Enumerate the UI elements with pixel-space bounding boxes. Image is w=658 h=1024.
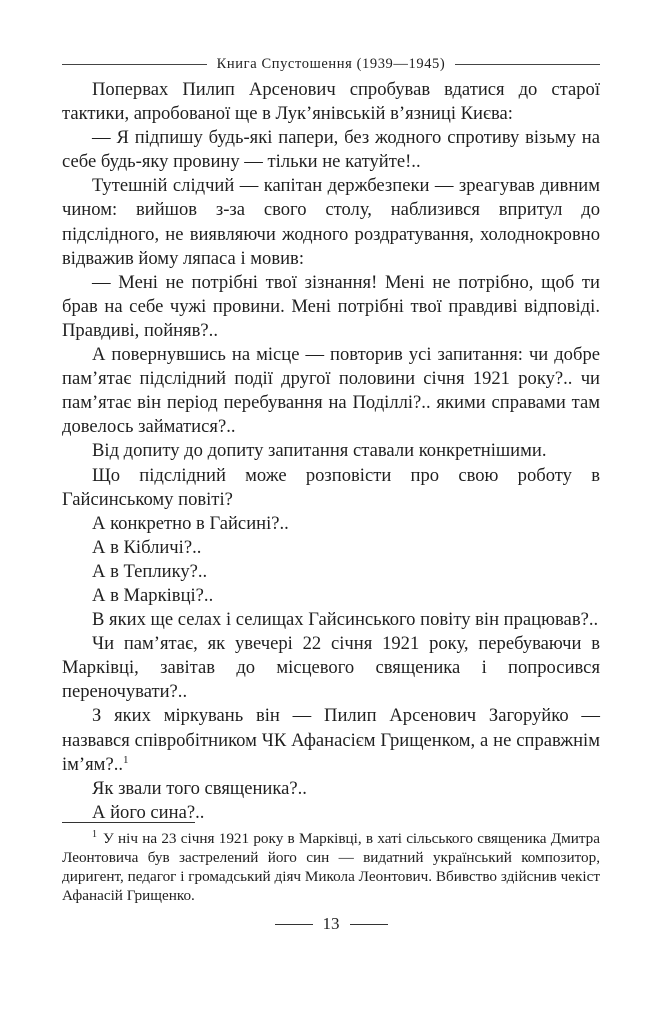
page-footer — [62, 914, 600, 934]
footnote-reference[interactable]: 1 — [123, 753, 129, 766]
paragraph: — Мені не потрібні твої зізнання! Мені не потрібно, щоб ти брав на себе чужі провини. Мені потрібні твої правдиві відповіді. Правдиві, пойняв?.. — [62, 271, 600, 341]
page-number-dash-left — [275, 924, 313, 925]
paragraph-with-footnote — [62, 704, 600, 776]
footnote-text: У ніч на 23 січня 1921 року в Марківці, в хаті сільського священика Дмитра Леонтовича був застрелений його син — видатний український композитор, диригент, педагог і громадський діяч Микола Леонтович. Вбивство здійснив чекіст Афанасій Грищенко. — [62, 830, 600, 904]
running-header — [62, 56, 600, 73]
footnote-paragraph — [62, 829, 600, 905]
header-title: Книга Спустошення (1939—1945) — [216, 56, 446, 72]
paragraph: — Я підпишу будь-які папери, без жодного спротиву візьму на себе будь-яку провину — тільки не катуйте!.. — [62, 127, 600, 173]
footnote — [62, 829, 600, 905]
footnote-number: 1 — [92, 828, 97, 840]
paragraph: А його сина?.. — [92, 801, 205, 823]
footnote-divider — [62, 822, 195, 823]
paragraph: Що підслідний може розповісти про свою роботу в Гайсинському повіті? — [62, 464, 600, 510]
main-text — [62, 78, 600, 825]
paragraph: Чи пам’ятає, як увечері 22 січня 1921 року, перебуваючи в Марківці, завітав до місцевого священика і попросився переночувати?.. — [62, 633, 600, 703]
paragraph-text: З яких міркувань він — Пилип Арсенович Загоруйко — назвався співробітником ЧК Афанасієм Грищенком, а не справжнім ім’ям?.. — [62, 705, 600, 775]
page-number: 13 — [322, 914, 340, 933]
header-rule-left — [62, 64, 207, 65]
header-rule-right — [455, 64, 600, 65]
paragraph: А конкретно в Гайсині?.. — [92, 512, 289, 534]
paragraph: В яких ще селах і селищах Гайсинського повіту він працював?.. — [92, 609, 599, 631]
paragraph: А в Теплику?.. — [92, 560, 208, 582]
paragraph: Поперваx Пилип Арсенович спробував вдатися до старої тактики, апробованої ще в Лук’янівській в’язниці Києва: — [62, 79, 600, 125]
paragraph: Від допиту до допиту запитання ставали конкретнішими. — [92, 440, 547, 462]
paragraph: А повернувшись на місце — повторив усі запитання: чи добре пам’ятає підслідний події другої половини січня 1921 року?.. чи пам’ятає він період перебування на Поділлі?.. якими справами там довелось займатися?.. — [62, 344, 600, 438]
paragraph: Тутешній слідчий — капітан держбезпеки — зреагував дивним чином: вийшов з-за свого столу, наблизився впритул до підслідного, не виявляючи жодного роздратування, холоднокровно відважив йому ляпаса і мовив: — [62, 175, 600, 269]
paragraph: Як звали того священика?.. — [92, 777, 307, 799]
paragraph: А в Кібличі?.. — [92, 536, 202, 558]
page-number-dash-right — [350, 924, 388, 925]
paragraph: А в Марківці?.. — [92, 584, 214, 606]
